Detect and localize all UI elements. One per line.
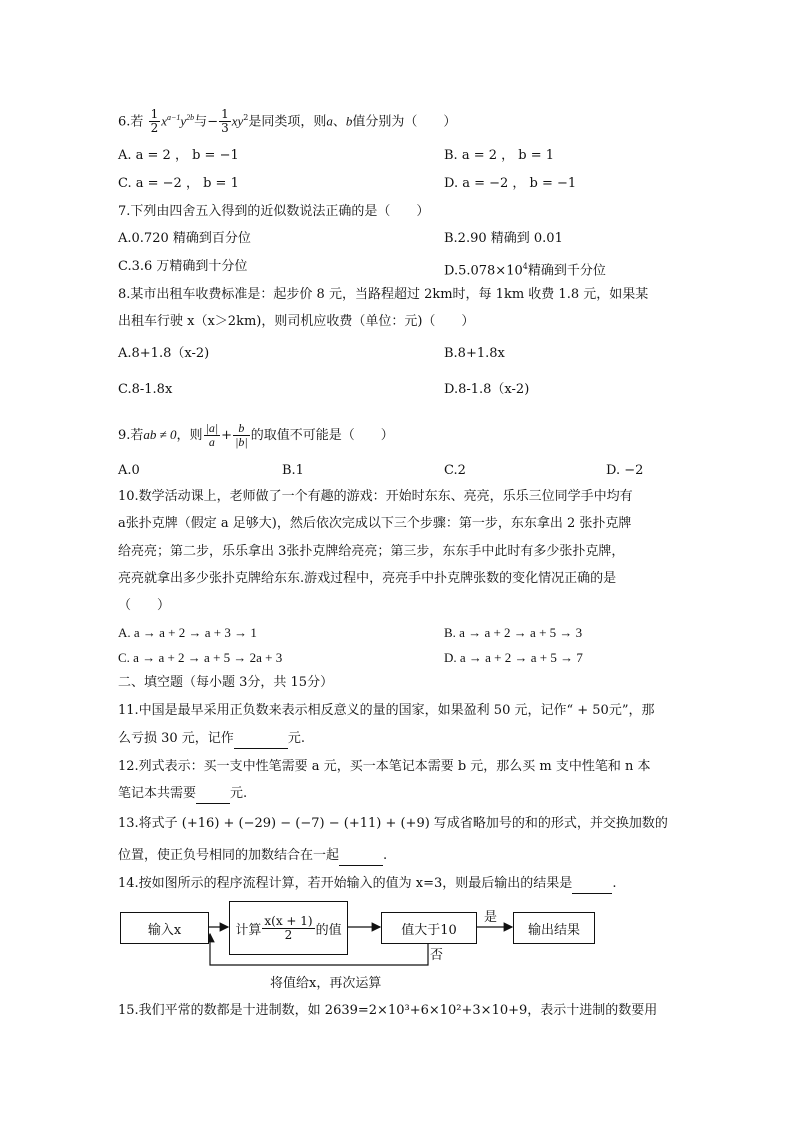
q10-line-2: a张扑克牌（假定 a 足够大)，然后依次完成以下三个步骤：第一步，东东拿出 2 张扑克牌 — [118, 516, 632, 531]
q6-number: 6. — [118, 114, 131, 130]
q6-option-b[interactable]: B. a = 2 ， b = 1 — [444, 148, 555, 163]
q10-option-a[interactable]: A. a → a + 2 → a + 3 → 1 — [118, 625, 257, 640]
q7-option-d[interactable]: $D.5.078\times 10^4$精确到千分位 — [444, 262, 606, 279]
q6-option-c[interactable]: C. a = −2 ， b = 1 — [118, 176, 239, 191]
flow-decision-box: 值大于10 — [381, 912, 477, 944]
q6-fraction-2: $\frac{1}{3}$ — [221, 107, 229, 136]
flow-compute-fraction: $\frac{x(x + 1)}{2}$ — [264, 913, 313, 942]
q11-line-2: 么亏损 30 元，记作 元. — [118, 730, 305, 749]
q12-line-2: 笔记本共需要 元. — [118, 785, 247, 804]
q12-line-1: 12.列式表示：买一支中性笔需要 a 元，买一本笔记本需要 b 元，那么买 m 支中性笔和 n 本 — [118, 759, 651, 774]
flow-output-box: 输出结果 — [513, 912, 595, 944]
q10-line-4: 亮亮就拿出多少张扑克牌给东东.游戏过程中，亮亮手中扑克牌张数的变化情况正确的是 — [118, 571, 617, 586]
q7-option-b[interactable]: B.2.90 精确到 0.01 — [444, 231, 563, 246]
q15-line-1: 15.我们平常的数都是十进制数，如 2639=2×10³+6×10²+3×10+9，表示十进制的数要用 — [118, 1003, 658, 1018]
q6-option-a[interactable]: A. a = 2 ， b = −1 — [118, 148, 239, 163]
q7-stem: 7.下列由四舍五入得到的近似数说法正确的是（ ） — [118, 204, 430, 219]
q11-line-1: 11.中国是最早采用正负数来表示相反意义的量的国家，如果盈利 50 元，记作“ + 50元”，那 — [118, 703, 655, 718]
q9-stem: 9.若ab ≠ 0，则 $\frac{|a|}{a}$ + $\frac{b}{|b|}$ 的取值不可能是（ ） — [118, 421, 394, 449]
q9-option-c[interactable]: C.2 — [444, 463, 466, 478]
q6-text-pre: 若 — [130, 114, 144, 130]
q14-stem: 14.按如图所示的程序流程计算，若开始输入的值为 x=3，则最后输出的结果是 . — [118, 875, 616, 894]
flow-compute-box: 计算 $\frac{x(x + 1)}{2}$ 的值 — [229, 901, 348, 955]
q10-line-3: 给亮亮；第二步，乐乐拿出 3张扑克牌给亮亮；第三步，东东手中此时有多少张扑克牌， — [118, 544, 625, 559]
q8-option-a[interactable]: A.8+1.8（x-2) — [118, 346, 210, 361]
q7-option-c[interactable]: C.3.6 万精确到十分位 — [118, 259, 248, 274]
q13-line-1: 13.将式子 (+16) + (−29) − (−7) − (+11) + (+9) 写成省略加号的和的形式，并交换加数的 — [118, 816, 668, 831]
q8-stem-line2: 出租车行驶 x（x＞2km)，则司机应收费（单位：元)（ ） — [118, 314, 475, 329]
flow-yes-label: 是 — [484, 910, 498, 925]
q9-option-d[interactable]: D. −2 — [606, 463, 644, 478]
q9-fraction-1: $\frac{|a|}{a}$ — [205, 421, 219, 449]
q9-option-a[interactable]: A.0 — [118, 463, 140, 478]
q10-line-1: 10.数学活动课上，老师做了一个有趣的游戏：开始时东东、亮亮，乐乐三位同学手中均有 — [118, 489, 633, 504]
q8-option-c[interactable]: C.8-1.8x — [118, 382, 173, 397]
q10-line-5: （ ） — [118, 598, 171, 613]
q9-option-b[interactable]: B.1 — [282, 463, 304, 478]
flow-loop-label: 将值给x，再次运算 — [270, 976, 382, 991]
q6-fraction-1: $\frac{1}{2}$ — [150, 107, 159, 136]
q10-option-d[interactable]: D. a → a + 2 → a + 5 → 7 — [444, 650, 583, 665]
section-2-title: 二、填空题（每小题 3分，共 15分） — [118, 675, 334, 690]
flow-no-label: 否 — [430, 948, 444, 963]
q6-stem: 6.若 $\frac{1}{2}$ $x^{a-1}y^{2b}$与− $\frac{1}{3}$ $xy^2$是同类项，则a、b值分别为（ ） — [118, 107, 457, 136]
q10-option-c[interactable]: C. a → a + 2 → a + 5 → 2a + 3 — [118, 650, 283, 665]
q13-line-2: 位置，使正负号相同的加数结合在一起 . — [118, 847, 387, 866]
q9-fraction-2: $\frac{b}{|b|}$ — [235, 421, 248, 449]
q10-option-b[interactable]: B. a → a + 2 → a + 5 → 3 — [444, 625, 583, 640]
q8-option-d[interactable]: D.8-1.8（x-2) — [444, 382, 530, 397]
q6-option-d[interactable]: D. a = −2 ， b = −1 — [444, 176, 577, 191]
q8-stem-line1: 8.某市出租车收费标准是：起步价 8 元，当路程超过 2km时，每 1km 收费 1.8 元，如果某 — [118, 287, 649, 302]
q8-option-b[interactable]: B.8+1.8x — [444, 346, 505, 361]
q7-option-a[interactable]: A.0.720 精确到百分位 — [118, 231, 251, 246]
flow-input-box: 输入x — [120, 912, 209, 944]
